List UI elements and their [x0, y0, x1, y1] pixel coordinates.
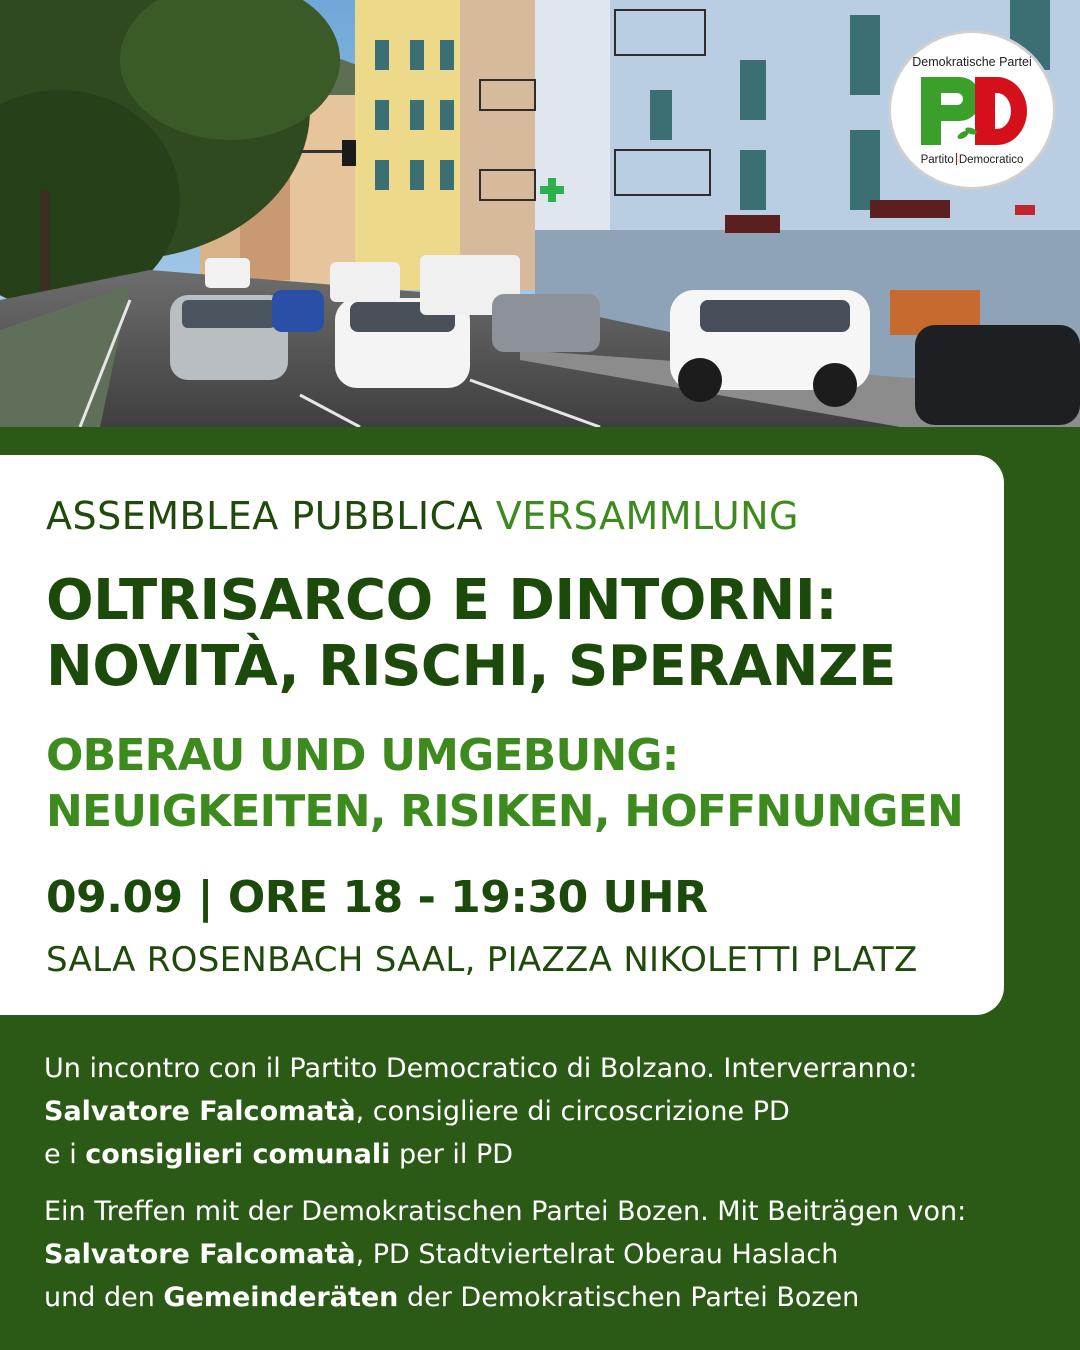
logo-bottom-text	[891, 153, 1053, 166]
councillors-de: Gemeinderäten	[163, 1282, 399, 1313]
title-de-line1: OBERAU UND UMGEBUNG:	[46, 730, 679, 781]
logo-top-text: Demokratische Partei	[912, 55, 1032, 69]
title-it-line2: NOVITÀ, RISCHI, SPERANZE	[46, 634, 896, 699]
event-datetime: 09.09 | ORE 18 - 19:30 UHR	[46, 872, 708, 923]
para-de-line3-post: der Demokratischen Partei Bozen	[398, 1282, 860, 1313]
kicker-it: ASSEMBLEA PUBBLICA	[46, 494, 484, 538]
para-it-line2	[44, 1090, 918, 1133]
speaker-name-de: Salvatore Falcomatà	[44, 1239, 356, 1270]
para-it-line3	[44, 1133, 918, 1176]
description-italian	[44, 1047, 918, 1176]
para-de-line3-pre: und den	[44, 1282, 164, 1313]
para-de-line2	[44, 1233, 966, 1276]
pd-logo-mark	[913, 73, 1035, 149]
event-kicker	[46, 494, 799, 538]
para-it-line3-post: per il PD	[390, 1139, 514, 1170]
para-de-line1: Ein Treffen mit der Demokratischen Partei Bozen. Mit Beiträgen von:	[44, 1196, 967, 1227]
para-it-line1: Un incontro con il Partito Democratico di Bolzano. Interverranno:	[44, 1053, 918, 1084]
description-german	[44, 1190, 966, 1319]
para-it-line3-pre: e i	[44, 1139, 86, 1170]
pd-logo	[888, 30, 1056, 190]
kicker-de: VERSAMMLUNG	[495, 494, 799, 538]
logo-bottom-left: Partito	[920, 154, 954, 166]
speaker-name-it: Salvatore Falcomatà	[44, 1096, 356, 1127]
title-de-line2: NEUIGKEITEN, RISIKEN, HOFFNUNGEN	[46, 786, 963, 837]
title-german	[46, 728, 963, 840]
title-it-line1: OLTRISARCO E DINTORNI:	[46, 568, 838, 633]
councillors-it: consiglieri comunali	[85, 1139, 391, 1170]
logo-bottom-right: Democratico	[958, 154, 1024, 166]
para-de-line3	[44, 1276, 966, 1319]
speaker-role-it: , consigliere di circoscrizione PD	[355, 1096, 790, 1127]
speaker-role-de: , PD Stadtviertelrat Oberau Haslach	[355, 1239, 839, 1270]
event-venue: SALA ROSENBACH SAAL, PIAZZA NIKOLETTI PLATZ	[46, 940, 918, 980]
title-italian	[46, 568, 896, 700]
